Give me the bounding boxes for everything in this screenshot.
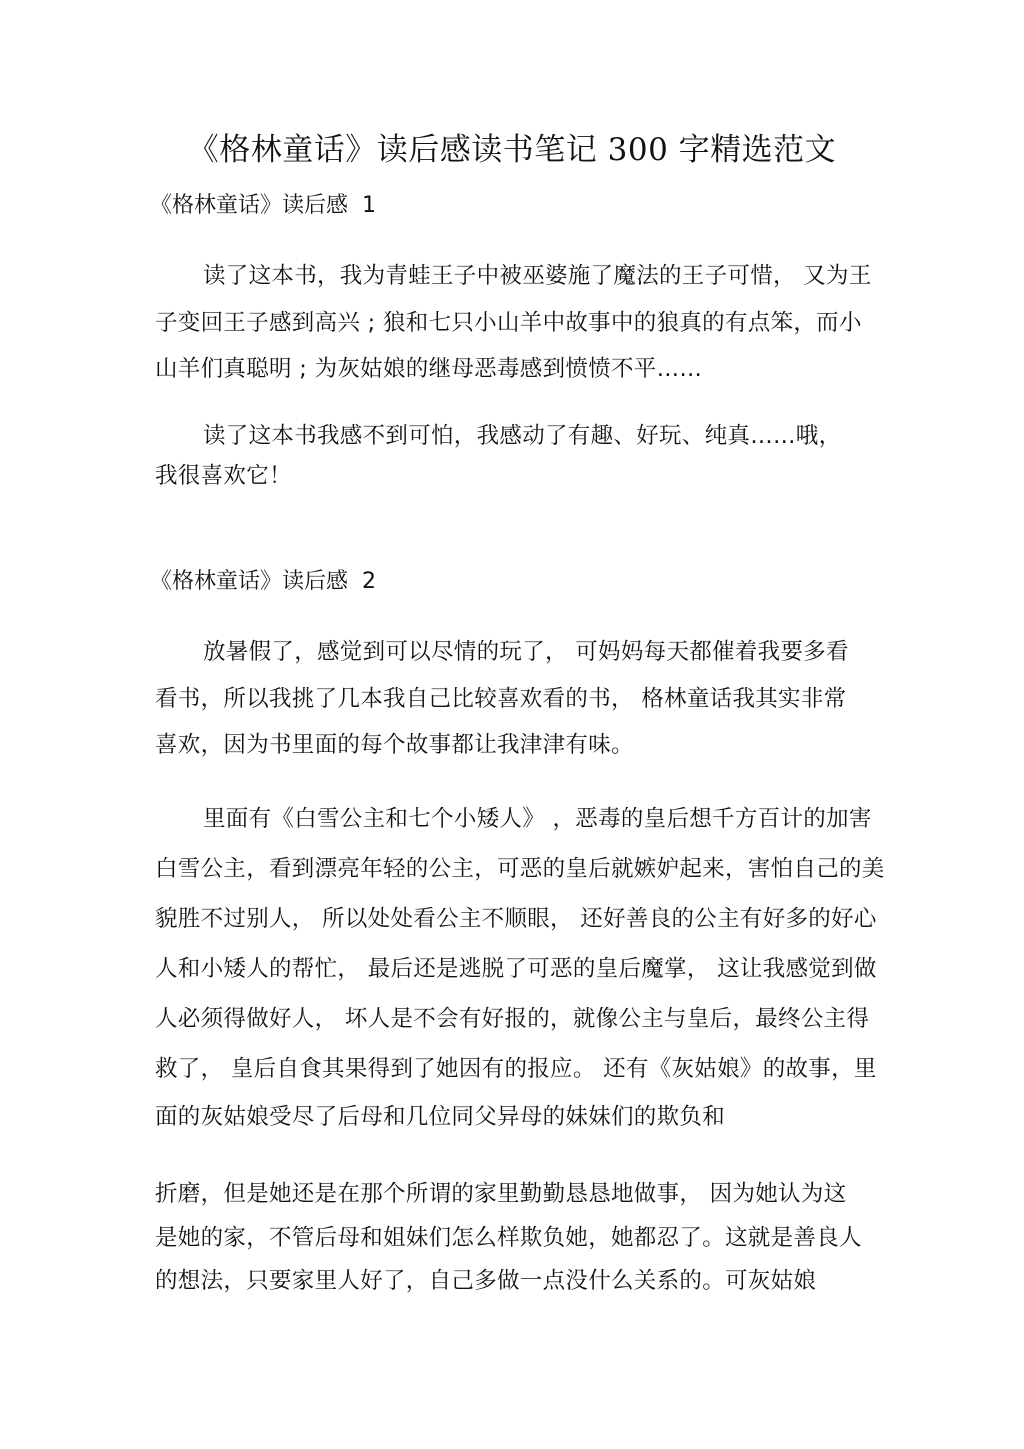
paragraph-line: 面的灰姑娘受尽了后母和几位同父异母的妹妹们的欺负和	[155, 1104, 726, 1130]
paragraph-line: 的想法，只要家里人好了，自己多做一点没什么关系的。可灰姑娘	[155, 1268, 817, 1294]
section-number: 1	[362, 193, 377, 218]
paragraph-line: 人和小矮人的帮忙， 最后还是逃脱了可恶的皇后魔掌， 这让我感觉到做	[155, 956, 877, 982]
section-heading-text: 《格林童话》读后感	[150, 193, 349, 218]
paragraph-line: 看书，所以我挑了几本我自己比较喜欢看的书， 格林童话我其实非常	[155, 686, 847, 712]
paragraph-line: 山羊们真聪明 ; 为灰姑娘的继母恶毒感到愤愤不平……	[155, 356, 703, 382]
paragraph-line: 放暑假了，感觉到可以尽情的玩了， 可妈妈每天都催着我要多看	[203, 639, 849, 665]
paragraph-line: 是她的家，不管后母和姐妹们怎么样欺负她，她都忍了。这就是善良人	[155, 1225, 862, 1251]
section-number: 2	[362, 569, 377, 594]
paragraph-line: 折磨，但是她还是在那个所谓的家里勤勤恳恳地做事， 因为她认为这	[155, 1181, 847, 1207]
paragraph-line: 人必须得做好人， 坏人是不会有好报的，就像公主与皇后，最终公主得	[155, 1006, 870, 1032]
paragraph-line: 读了这本书我感不到可怕，我感动了有趣、好玩、纯真……哦，	[203, 423, 842, 449]
section-heading-2	[150, 566, 376, 598]
paragraph-line: 读了这本书，我为青蛙王子中被巫婆施了魔法的王子可惜， 又为王	[203, 263, 872, 289]
paragraph-line: 喜欢，因为书里面的每个故事都让我津津有味。	[155, 732, 634, 758]
paragraph-line: 里面有《白雪公主和七个小矮人》 ，恶毒的皇后想千方百计的加害	[203, 806, 872, 832]
paragraph-line: 我很喜欢它！	[155, 463, 292, 489]
paragraph-line: 子变回王子感到高兴 ; 狼和七只小山羊中故事中的狼真的有点笨，而小	[155, 310, 862, 336]
page-title: 《格林童话》读后感读书笔记 300 字精选范文	[187, 132, 837, 168]
section-heading-1	[150, 190, 376, 222]
section-heading-text: 《格林童话》读后感	[150, 569, 349, 594]
paragraph-line: 白雪公主，看到漂亮年轻的公主，可恶的皇后就嫉妒起来，害怕自己的美	[155, 856, 885, 882]
paragraph-line: 救了， 皇后自食其果得到了她因有的报应。 还有《灰姑娘》的故事，里	[155, 1056, 877, 1082]
paragraph-line: 貌胜不过别人， 所以处处看公主不顺眼， 还好善良的公主有好多的好心	[155, 906, 877, 932]
